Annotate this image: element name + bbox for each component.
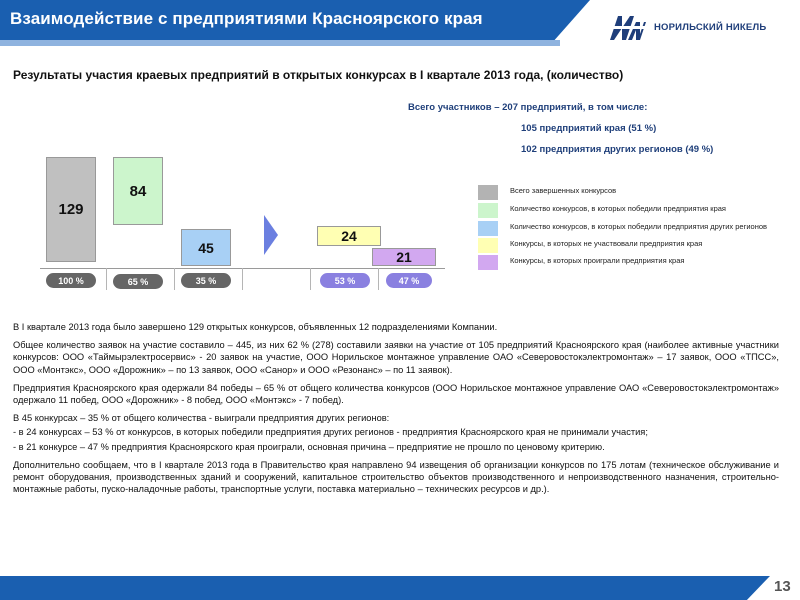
legend-swatch bbox=[478, 255, 498, 270]
percent-badge-3: 35 % bbox=[181, 273, 231, 288]
company-logo bbox=[608, 14, 788, 42]
participants-summary bbox=[408, 102, 713, 165]
legend-swatch bbox=[478, 238, 498, 253]
page-number: 13 bbox=[774, 578, 791, 595]
total-participants: Всего участников – 207 предприятий, в том числе: bbox=[408, 102, 648, 113]
paragraph-applications: Общее количество заявок на участие составило – 445, из них 62 % (278) составили заявки на участие от 105 предприятий Красноярского края (наиболее активные участники конкурсов: ООО «Таймырэлектросервис» - 20 заявок на участие, ООО Норильское монтажное управление ОАО «Северовостокэлектромонтаж» – 17 заявок, ООО «ТПСС», ООО «Монтэкс», ООО «Дорожник» – по 13 заявок, ООО «Санор» и ООО «Резонанс» – по 11 заявок). bbox=[13, 340, 779, 375]
legend-swatch bbox=[478, 185, 498, 200]
chart-subtitle: Результаты участия краевых предприятий в открытых конкурсах в I квартале 2013 года, (количество) bbox=[13, 68, 624, 82]
paragraph-lost: - в 21 конкурсе – 47 % предприятия Красноярского края проиграли, основная причина – предприятие не прошло по ценовому критерию. bbox=[13, 441, 605, 452]
legend-swatch bbox=[478, 203, 498, 218]
bar-value-label: 129 bbox=[58, 201, 84, 218]
report-text bbox=[13, 321, 779, 501]
paragraph-notices: Дополнительно сообщаем, что в I квартале 2013 года в Правительство края направлено 94 извещения об организации конкурсов по 175 лотам (техническое обслуживание и ремонт оборудования, производственных зданий и сооружений, капитальное строительство объектов производственного и непроизводственного назначения, строительно-монтажные работы, пуско-наладочные работы, транспортные услуги, поставка материально – технических ресурсов и др.). bbox=[13, 459, 779, 495]
paragraph-other-regions: В 45 конкурсах – 35 % от общего количества - выиграли предприятия других регионов: bbox=[13, 413, 390, 424]
other-participants: 102 предприятия других регионов (49 %) bbox=[521, 144, 714, 155]
bar-1 bbox=[46, 157, 96, 262]
bar-5 bbox=[372, 248, 436, 266]
bar-value-label: 45 bbox=[198, 239, 214, 256]
arrow-right-icon bbox=[264, 215, 278, 255]
bar-4 bbox=[317, 226, 381, 246]
legend-label: Конкурсы, в которых проиграли предприятия края bbox=[510, 256, 685, 265]
percent-badge-5: 47 % bbox=[386, 273, 432, 288]
header-band-accent bbox=[0, 40, 560, 46]
legend-label: Количество конкурсов, в которых победили предприятия других регионов bbox=[510, 222, 767, 231]
bar-3 bbox=[181, 229, 231, 266]
bar-value-label: 24 bbox=[341, 228, 357, 245]
chart-divider bbox=[174, 268, 175, 290]
chart-divider bbox=[106, 268, 107, 290]
slide-header bbox=[0, 0, 800, 52]
percent-badge-4: 53 % bbox=[320, 273, 370, 288]
chart-divider bbox=[378, 268, 379, 290]
paragraph-wins: Предприятия Красноярского края одержали 84 победы – 65 % от общего количества конкурсов (ООО Норильское монтажное управление ОАО «Северовостокэлектромонтаж» одержало 11 побед, ООО «Дорожник» - 8 побед, ООО «Монтэкс» - 7 побед). bbox=[13, 382, 779, 406]
paragraph-no-participation: - в 24 конкурсах – 53 % от конкурсов, в которых победили предприятия других регионов - предприятия Красноярского края не принимали участия; bbox=[13, 427, 648, 438]
footer-band bbox=[0, 576, 770, 600]
nornickel-logo-icon bbox=[608, 14, 646, 42]
legend-swatch bbox=[478, 221, 498, 236]
paragraph-contests: В I квартале 2013 года было завершено 129 открытых конкурсов, объявленных 12 подразделениями Компании. bbox=[13, 322, 498, 332]
chart-divider bbox=[310, 268, 311, 290]
percent-badge-2: 65 % bbox=[113, 274, 163, 289]
chart-divider bbox=[242, 268, 243, 290]
regional-participants: 105 предприятий края (51 %) bbox=[521, 123, 657, 134]
legend-label: Количество конкурсов, в которых победили предприятия края bbox=[510, 204, 726, 213]
bar-value-label: 84 bbox=[129, 182, 147, 200]
bar-2 bbox=[113, 157, 163, 225]
legend-label: Конкурсы, в которых не участвовали предприятия края bbox=[510, 239, 703, 248]
slide-footer bbox=[0, 576, 800, 600]
bar-value-label: 21 bbox=[396, 249, 412, 265]
slide-title: Взаимодействие с предприятиями Красноярского края bbox=[10, 9, 483, 28]
legend-label: Всего завершенных конкурсов bbox=[510, 186, 617, 195]
contests-bar-chart bbox=[40, 150, 450, 295]
percent-badge-1: 100 % bbox=[46, 273, 96, 288]
logo-text: НОРИЛЬСКИЙ НИКЕЛЬ bbox=[654, 22, 767, 33]
